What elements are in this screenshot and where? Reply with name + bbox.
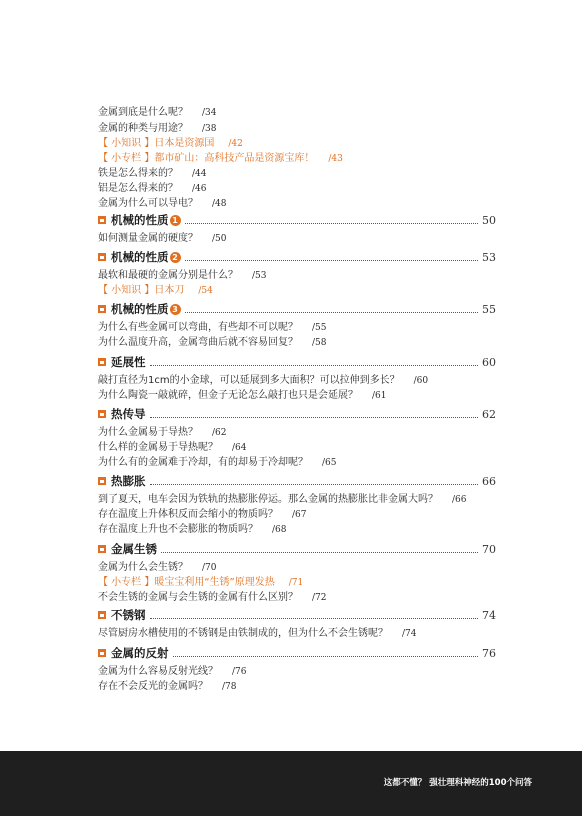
section-heading[interactable] [98, 301, 496, 317]
entry-page: /60 [413, 376, 429, 386]
section-title: 金属生锈 [111, 542, 157, 556]
entry-page: /61 [372, 391, 387, 401]
dot-leader [150, 365, 479, 366]
section-heading[interactable] [98, 645, 496, 661]
section-marker-icon [98, 545, 106, 553]
entry-page: /53 [252, 271, 267, 281]
entry-text: 金属为什么容易反射光线？ [98, 666, 218, 677]
dot-leader [185, 223, 479, 224]
entry-page: /46 [192, 184, 207, 194]
section-heading[interactable] [98, 406, 496, 422]
entry-page: /42 [228, 139, 243, 149]
toc-entry[interactable] [98, 508, 306, 522]
entry-text: 为什么有的金属难于冷却，有的却易于冷却呢？ [98, 457, 308, 468]
entry-page: /38 [202, 124, 217, 134]
toc-entry[interactable] [98, 680, 236, 694]
section-title: 金属的反射 [111, 646, 169, 660]
section-marker-icon [98, 410, 106, 418]
dot-leader [173, 656, 479, 657]
entry-text: 【 小专栏 】都市矿山：高科技产品是资源宝库！ [98, 153, 315, 164]
section-title: 热膨胀 [111, 474, 146, 488]
entry-text: 铝是怎么得来的？ [98, 183, 178, 194]
entry-page: /72 [312, 593, 327, 603]
entry-text: 【 小知识 】日本是资源国 [98, 138, 215, 149]
footer-book-title: 这都不懂？ 强壮理科神经的100个问答 [383, 778, 532, 788]
toc-entry[interactable] [98, 167, 206, 181]
section-title: 热传导 [111, 407, 146, 421]
entry-page: /43 [328, 154, 343, 164]
section-marker-icon [98, 216, 106, 224]
entry-text: 到了夏天，电车会因为铁轨的热膨胀停运。那么金属的热膨胀比非金属大吗？ [98, 494, 438, 505]
dot-leader [161, 552, 478, 553]
toc-entry[interactable] [98, 523, 286, 537]
entry-page: /54 [198, 286, 213, 296]
entry-text: 敲打直径为1cm的小金球，可以延展到多大面积？可以拉伸到多长？ [98, 375, 400, 386]
section-marker-icon [98, 649, 106, 657]
section-page: 74 [482, 608, 496, 622]
section-heading[interactable] [98, 473, 496, 489]
toc-entry[interactable] [98, 665, 246, 679]
dot-leader [185, 312, 479, 313]
section-title: 不锈钢 [111, 608, 146, 622]
dot-leader [150, 484, 479, 485]
section-marker-icon [98, 358, 106, 366]
entry-text: 不会生锈的金属与会生锈的金属有什么区别？ [98, 592, 298, 603]
entry-text: 【 小专栏 】暖宝宝利用“生锈”原理发热 [98, 577, 275, 588]
section-title: 延展性 [111, 355, 146, 369]
section-title: 机械的性质 [111, 213, 169, 227]
entry-page: /76 [232, 667, 247, 677]
toc-entry-sidebar[interactable] [98, 137, 243, 151]
entry-text: 金属到底是什么呢？ [98, 107, 188, 118]
section-number-badge: 3 [170, 304, 181, 315]
entry-page: /34 [202, 108, 217, 118]
toc-entry[interactable] [98, 336, 326, 350]
dot-leader [150, 417, 479, 418]
toc-entry-sidebar[interactable] [98, 576, 303, 590]
page-footer [0, 751, 582, 816]
toc-entry-sidebar[interactable] [98, 284, 213, 298]
section-heading[interactable] [98, 212, 496, 228]
toc-entry[interactable] [98, 389, 386, 403]
toc-entry[interactable] [98, 591, 326, 605]
section-marker-icon [98, 253, 106, 261]
entry-page: /48 [212, 199, 227, 209]
toc-entry[interactable] [98, 561, 216, 575]
toc-entry-sidebar[interactable] [98, 152, 343, 166]
entry-page: /78 [222, 682, 237, 692]
entry-page: /66 [452, 495, 467, 505]
toc-entry[interactable] [98, 493, 466, 507]
entry-text: 存在温度上升体积反而会缩小的物质吗？ [98, 509, 278, 520]
section-title: 机械的性质 [111, 250, 169, 264]
entry-page: /44 [192, 169, 207, 179]
section-marker-icon [98, 611, 106, 619]
toc-entry[interactable] [98, 441, 246, 455]
toc-entry[interactable] [98, 426, 226, 440]
entry-page: /58 [312, 338, 327, 348]
section-heading[interactable] [98, 249, 496, 265]
section-marker-icon [98, 305, 106, 313]
entry-text: 铁是怎么得来的？ [98, 168, 178, 179]
toc-entry[interactable] [98, 269, 266, 283]
toc-entry[interactable] [98, 456, 336, 470]
section-page: 66 [482, 474, 496, 488]
entry-text: 金属的种类与用途？ [98, 123, 188, 134]
entry-page: /62 [212, 428, 227, 438]
entry-page: /65 [322, 458, 337, 468]
section-marker-icon [98, 477, 106, 485]
entry-page: /74 [402, 629, 417, 639]
entry-page: /70 [202, 563, 217, 573]
entry-page: /55 [312, 323, 327, 333]
section-number-badge: 2 [170, 252, 181, 263]
entry-text: 金属为什么会生锈？ [98, 562, 188, 573]
entry-text: 为什么有些金属可以弯曲，有些却不可以呢？ [98, 322, 298, 333]
section-page: 62 [482, 407, 496, 421]
entry-text: 最软和最硬的金属分别是什么？ [98, 270, 238, 281]
entry-page: /71 [288, 578, 304, 588]
entry-page: /68 [272, 525, 287, 535]
toc-entry[interactable] [98, 627, 416, 641]
section-heading[interactable] [98, 541, 496, 557]
entry-text: 为什么陶瓷一敲就碎，但金子无论怎么敲打也只是会延展？ [98, 390, 358, 401]
entry-text: 为什么金属易于导热？ [98, 427, 198, 438]
section-page: 60 [482, 355, 496, 369]
toc-entry[interactable] [98, 232, 226, 246]
entry-text: 尽管厨房水槽使用的不锈钢是由铁制成的，但为什么不会生锈呢？ [98, 628, 388, 639]
section-heading[interactable] [98, 354, 496, 370]
section-page: 50 [482, 213, 496, 227]
section-title: 机械的性质 [111, 302, 169, 316]
section-heading[interactable] [98, 607, 496, 623]
toc-entry[interactable] [98, 374, 428, 388]
section-page: 76 [482, 646, 496, 660]
toc-entry[interactable] [98, 197, 226, 211]
section-page: 55 [482, 302, 496, 316]
dot-leader [185, 260, 479, 261]
section-page: 53 [482, 250, 496, 264]
toc-entry[interactable] [98, 122, 216, 136]
entry-text: 金属为什么可以导电？ [98, 198, 198, 209]
section-page: 70 [482, 542, 496, 556]
entry-page: /64 [232, 443, 247, 453]
entry-text: 如何测量金属的硬度？ [98, 233, 198, 244]
entry-page: /67 [292, 510, 307, 520]
toc-entry[interactable] [98, 182, 206, 196]
toc-entry[interactable] [98, 321, 326, 335]
entry-text: 存在温度上升也不会膨胀的物质吗？ [98, 524, 258, 535]
dot-leader [150, 618, 479, 619]
entry-text: 为什么温度升高，金属弯曲后就不容易回复？ [98, 337, 298, 348]
entry-text: 什么样的金属易于导热呢？ [98, 442, 218, 453]
entry-text: 【 小知识 】日本刀 [98, 285, 185, 296]
section-number-badge: 1 [170, 215, 181, 226]
entry-page: /50 [212, 234, 227, 244]
toc-entry[interactable] [98, 106, 216, 120]
entry-text: 存在不会反光的金属吗？ [98, 681, 208, 692]
